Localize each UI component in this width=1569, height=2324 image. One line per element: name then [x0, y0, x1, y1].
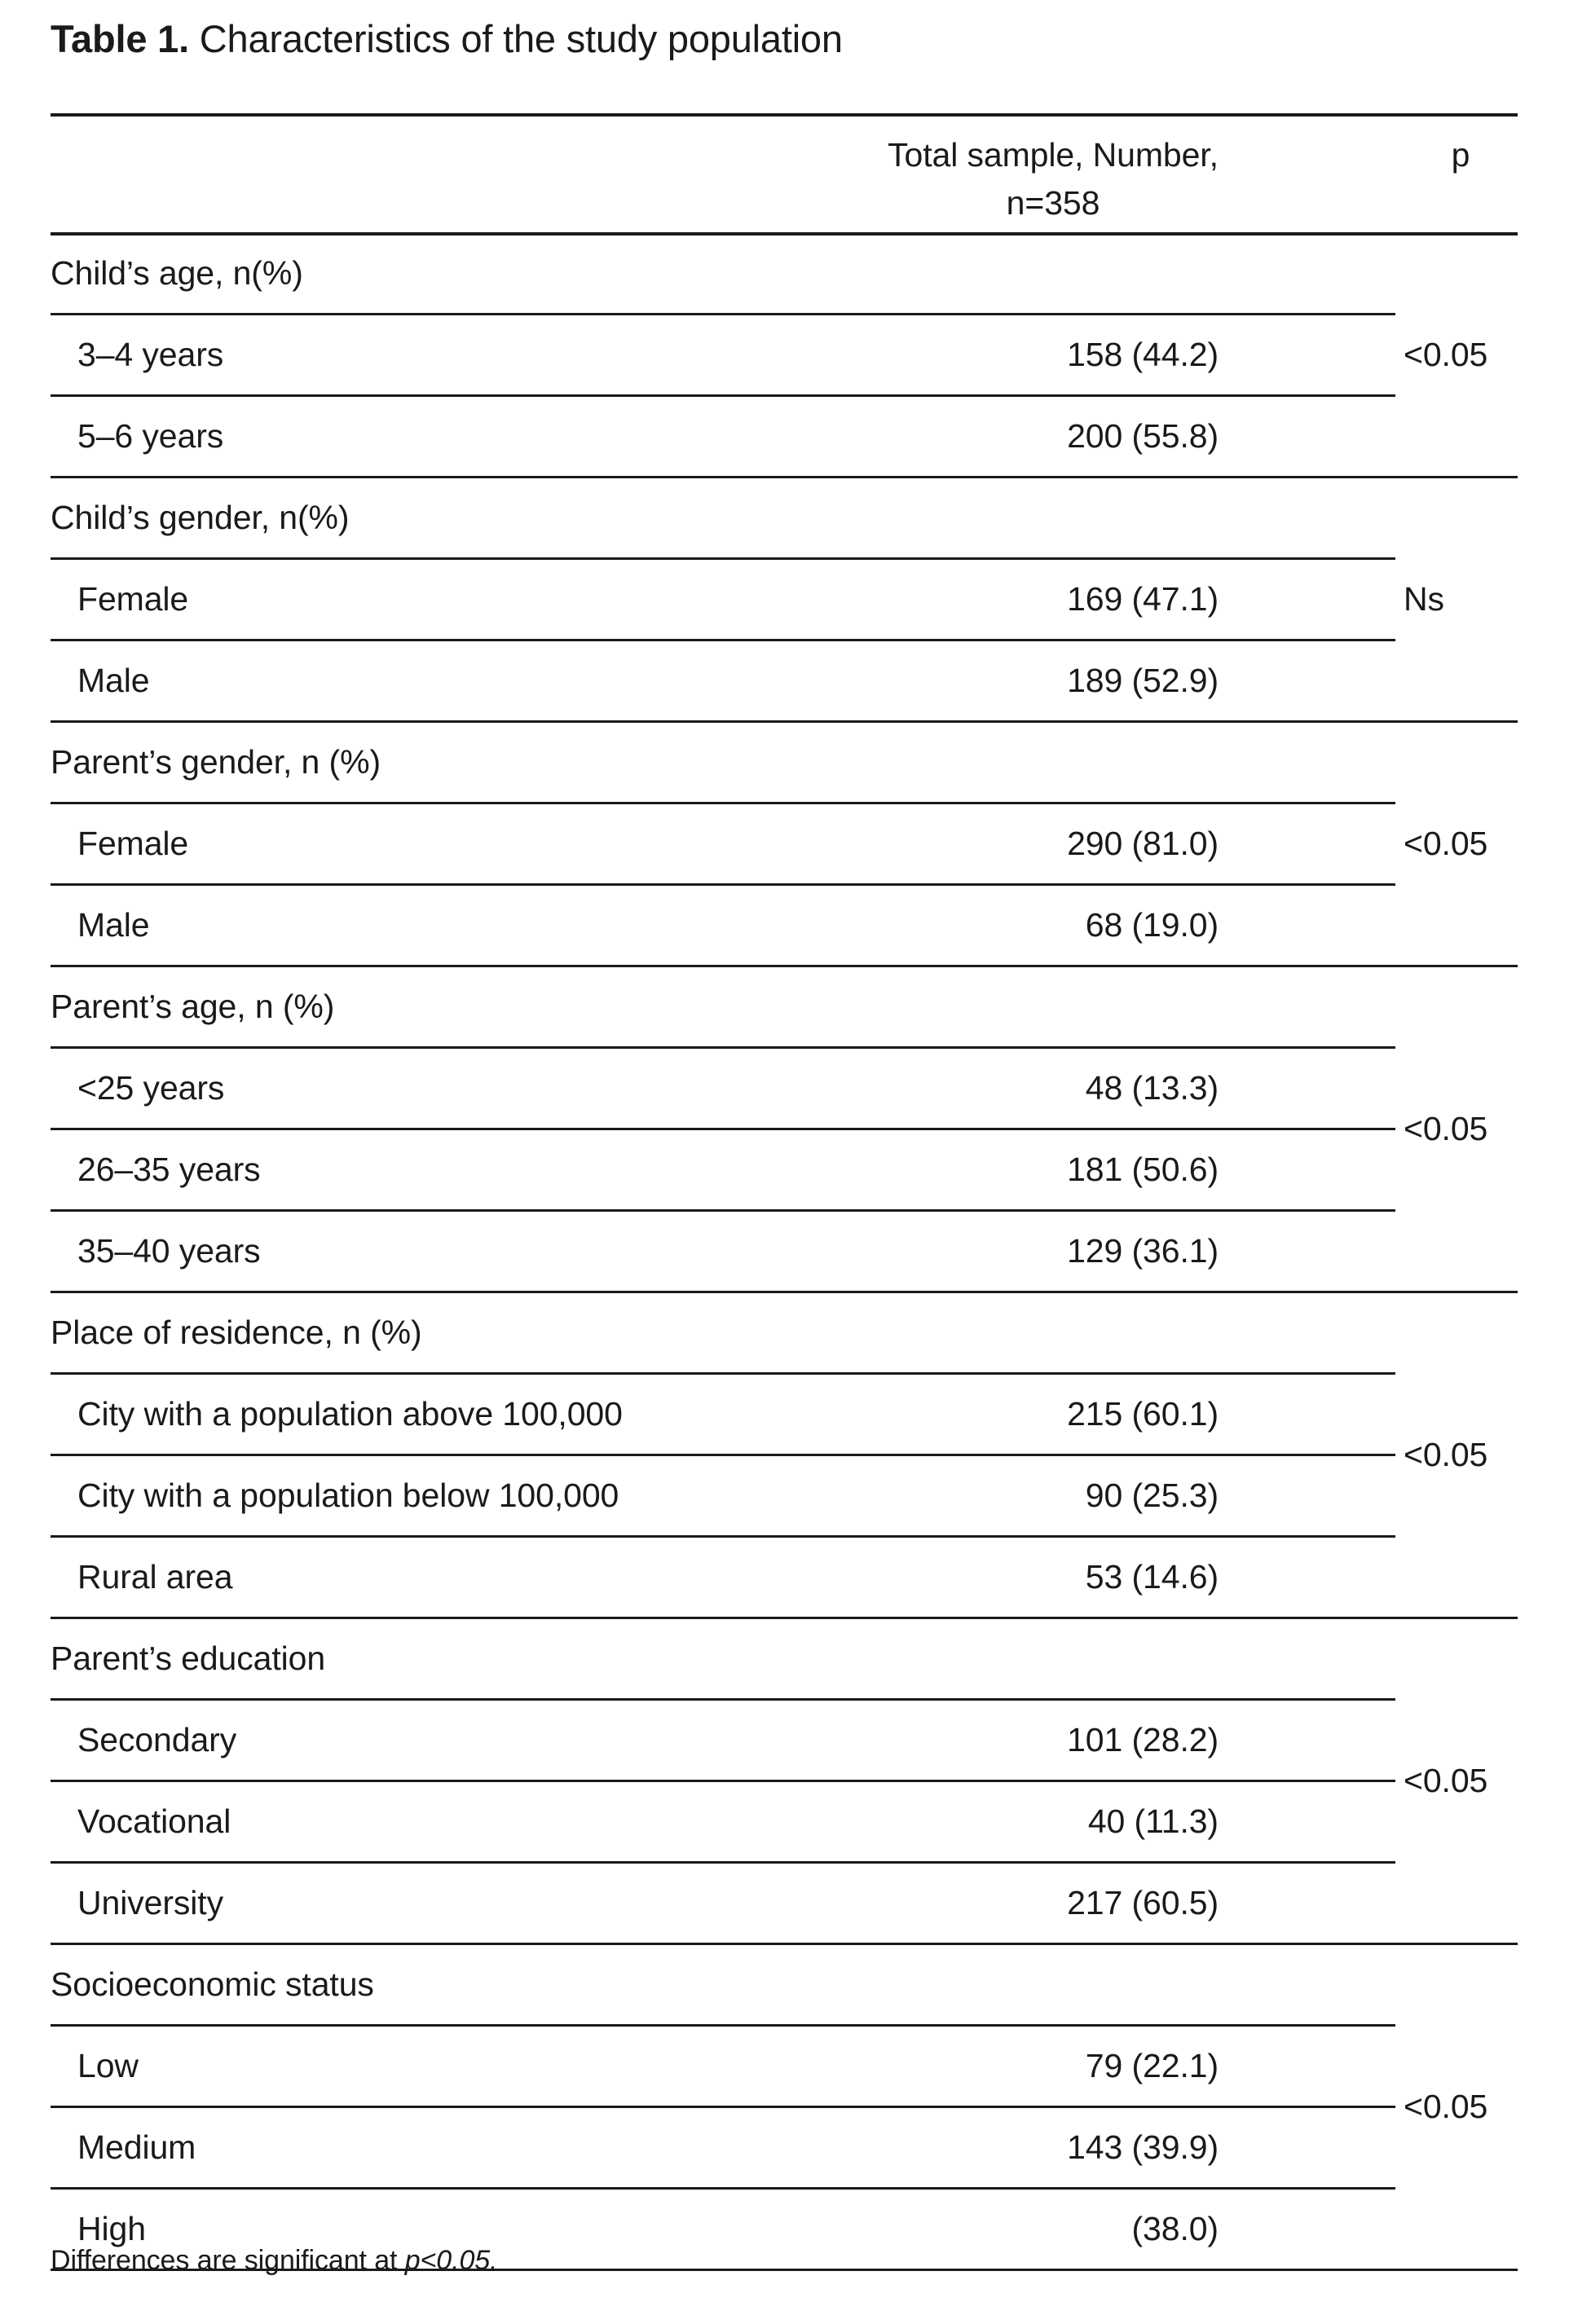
row-label: 3–4 years [77, 336, 224, 373]
row-value: 101 (28.2) [1067, 1721, 1219, 1758]
group-label: Child’s gender, n(%) [51, 499, 350, 536]
table-group-header-row [51, 1292, 1518, 1373]
row-label: Rural area [77, 1558, 233, 1596]
row-label: Medium [77, 2128, 196, 2166]
row-label: 35–40 years [77, 1232, 261, 1270]
table-row [51, 1373, 1518, 1455]
table-group-header-row [51, 966, 1518, 1047]
table-caption [51, 15, 843, 64]
table-row [51, 314, 1518, 395]
group-label: Parent’s education [51, 1640, 326, 1677]
row-label: <25 years [77, 1069, 225, 1107]
row-value: 215 (60.1) [1067, 1395, 1219, 1433]
row-label: High [77, 2210, 146, 2247]
table-row [51, 1129, 1518, 1210]
table-row [51, 2106, 1518, 2188]
table-row [51, 1455, 1518, 1536]
row-value: 48 (13.3) [1085, 1069, 1219, 1107]
row-value: 68 (19.0) [1085, 906, 1219, 944]
table-group-header-row [51, 721, 1518, 803]
p-value: <0.05 [1404, 2088, 1488, 2125]
group-label: Child’s age, n(%) [51, 254, 303, 292]
row-value: 90 (25.3) [1085, 1477, 1219, 1514]
table-row [51, 2025, 1518, 2106]
row-value: 143 (39.9) [1067, 2128, 1219, 2166]
footnote-prefix: Differences are significant at [51, 2245, 405, 2276]
p-value: <0.05 [1404, 1110, 1488, 1147]
table-group-header-row [51, 477, 1518, 558]
row-value: 217 (60.5) [1067, 1884, 1219, 1921]
column-header-total-sample-line1: Total sample, Number, [888, 136, 1219, 174]
table-group-header-row [51, 232, 1518, 314]
table-top-rule [51, 113, 1518, 117]
row-label: Male [77, 906, 150, 944]
table-header-row [51, 131, 1518, 231]
row-label: Vocational [77, 1802, 231, 1840]
row-value: (38.0) [1131, 2210, 1219, 2247]
table-row [51, 640, 1518, 721]
p-value: <0.05 [1404, 1762, 1488, 1799]
table-row [51, 1536, 1518, 1618]
table-row [51, 1210, 1518, 1292]
p-value: <0.05 [1404, 825, 1488, 862]
row-value: 200 (55.8) [1067, 417, 1219, 455]
row-value: 79 (22.1) [1085, 2047, 1219, 2084]
footnote-italic: p<0.05. [404, 2245, 498, 2276]
row-label: Male [77, 662, 150, 699]
table-footnote [51, 2243, 497, 2278]
row-value: 53 (14.6) [1085, 1558, 1219, 1596]
table-group-header-row [51, 1618, 1518, 1699]
table-row [51, 803, 1518, 884]
row-label: 26–35 years [77, 1151, 261, 1188]
group-label: Socioeconomic status [51, 1965, 374, 2003]
row-value: 290 (81.0) [1067, 825, 1219, 862]
group-label: Place of residence, n (%) [51, 1314, 422, 1351]
p-value: Ns [1404, 580, 1444, 618]
column-header-total-sample-line2: n=358 [1006, 184, 1100, 222]
row-value: 189 (52.9) [1067, 662, 1219, 699]
row-value: 169 (47.1) [1067, 580, 1219, 618]
table-row [51, 395, 1518, 477]
column-header-p: p [1451, 136, 1470, 174]
table-group-header-row [51, 1943, 1518, 2025]
row-label: City with a population above 100,000 [77, 1395, 623, 1433]
table-row [51, 1047, 1518, 1129]
row-label: City with a population below 100,000 [77, 1477, 619, 1514]
group-label: Parent’s gender, n (%) [51, 743, 381, 781]
table-row [51, 884, 1518, 966]
table-row [51, 1780, 1518, 1862]
row-label: Secondary [77, 1721, 237, 1758]
row-label: Female [77, 825, 189, 862]
p-value: <0.05 [1404, 336, 1488, 373]
p-value: <0.05 [1404, 1436, 1488, 1473]
row-label: 5–6 years [77, 417, 224, 455]
row-value: 40 (11.3) [1087, 1802, 1219, 1840]
table-row [51, 1862, 1518, 1943]
row-label: Low [77, 2047, 139, 2084]
row-value: 129 (36.1) [1067, 1232, 1219, 1270]
row-value: 181 (50.6) [1067, 1151, 1219, 1188]
row-label: University [77, 1884, 223, 1921]
row-label: Female [77, 580, 189, 618]
group-label: Parent’s age, n (%) [51, 988, 335, 1025]
table-row [51, 1699, 1518, 1780]
column-header-total-sample [833, 131, 1273, 227]
table-row [51, 558, 1518, 640]
row-value: 158 (44.2) [1067, 336, 1219, 373]
table-number: Table 1. [51, 17, 189, 60]
table-caption-text: Characteristics of the study population [188, 17, 843, 60]
